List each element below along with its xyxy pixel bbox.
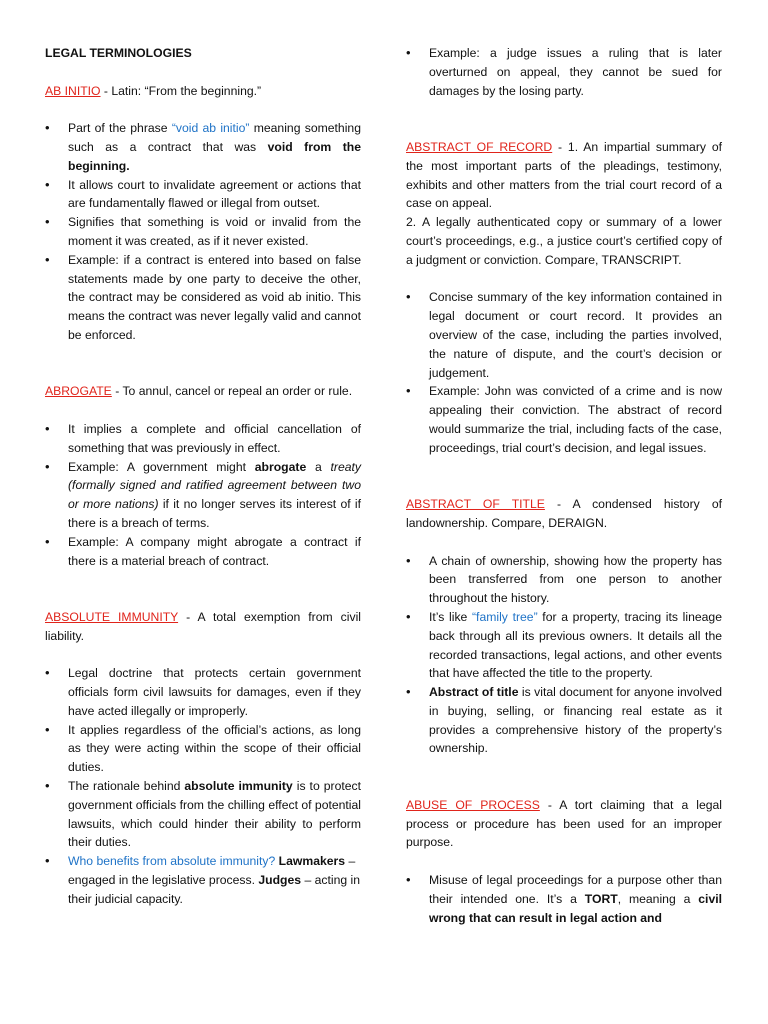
list-item: • Concise summary of the key information contained in legal document or court record. It provides an overview of the case, including the parties involved, the nature of dispute, and the court’s decision or judgement. <box>406 288 722 382</box>
list-item: • The rationale behind absolute immunity is to protect government officials from the chilling effect of potential lawsuits, which could hinder their ability to perform their duties. <box>45 777 361 852</box>
list-item: • Part of the phrase “void ab initio” meaning something such as a contract that was void from the beginning. <box>45 119 361 175</box>
list-item: • Legal doctrine that protects certain government officials form civil lawsuits for damages, even if they have acted illegally or improperly. <box>45 664 361 720</box>
list-item: • Example: A government might abrogate a treaty (formally signed and ratified agreement between two or more nations) if it no longer serves its interest of if there is a breach of terms. <box>45 458 361 533</box>
term-absolute-immunity: ABSOLUTE IMMUNITY <box>45 609 179 624</box>
list-item: • Who benefits from absolute immunity? Lawmakers – engaged in the legislative process. Judges – acting in their judicial capacity. <box>45 852 361 908</box>
ab-initio-list <box>45 119 361 345</box>
abstract-of-record-definition: ABSTRACT OF RECORD - 1. An impartial summary of the most important parts of the pleadings, testimony, exhibits and other matters from the trial court record of a case on appeal. <box>406 139 722 211</box>
list-item: • Example: A company might abrogate a contract if there is a material breach of contract. <box>45 533 361 571</box>
page-title: LEGAL TERMINOLOGIES <box>45 46 192 60</box>
absolute-immunity-list-continued <box>406 44 722 100</box>
abstract-of-record-list <box>406 288 722 457</box>
list-item: • A chain of ownership, showing how the property has been transferred from one person to another throughout the history. <box>406 552 722 608</box>
abstract-of-title-definition: ABSTRACT OF TITLE - A condensed history of landownership. Compare, DERAIGN. <box>406 497 722 530</box>
list-item: • Example: John was convicted of a crime and is now appealing their conviction. The abstract of record would summarize the trial, including facts of the case, proceedings, trial court’s decision, and legal issues. <box>406 382 722 457</box>
list-item: • Signifies that something is void or invalid from the moment it was created, as if it never existed. <box>45 213 361 251</box>
list-item: • It allows court to invalidate agreement or actions that are fundamentally flawed or illegal from outset. <box>45 176 361 214</box>
term-ab-initio: AB INITIO <box>45 83 101 98</box>
term-abuse-of-process: ABUSE OF PROCESS <box>406 797 540 812</box>
abuse-of-process-definition: ABUSE OF PROCESS - A tort claiming that a legal process or procedure has been used for an improper purpose. <box>406 797 722 850</box>
list-item: • Example: if a contract is entered into based on false statements made by one party to deceive the other, the contract may be considered as void ab initio. This means the contract was never legally valid and cannot be enforced. <box>45 251 361 345</box>
absolute-immunity-list <box>45 664 361 908</box>
right-column <box>406 44 722 927</box>
ab-initio-definition: AB INITIO - Latin: “From the beginning.” <box>45 83 262 98</box>
list-item: • It applies regardless of the official’s actions, as long as they were acting within the scope of their official duties. <box>45 721 361 777</box>
absolute-immunity-definition: ABSOLUTE IMMUNITY - A total exemption from civil liability. <box>45 609 361 643</box>
list-item: • It implies a complete and official cancellation of something that was previously in effect. <box>45 420 361 458</box>
term-abstract-of-title: ABSTRACT OF TITLE <box>406 497 545 512</box>
abrogate-list <box>45 420 361 570</box>
term-abstract-of-record: ABSTRACT OF RECORD <box>406 139 553 154</box>
list-item: • Misuse of legal proceedings for a purpose other than their intended one. It’s a TORT, meaning a civil wrong that can result in legal action and <box>406 871 722 927</box>
abstract-of-title-list <box>406 552 722 759</box>
abrogate-definition: ABROGATE - To annul, cancel or repeal an order or rule. <box>45 384 353 399</box>
list-item: • It’s like “family tree” for a property, tracing its lineage back through all its previous owners. It details all the recorded transactions, legal actions, and other events that have affected the title to the property. <box>406 608 722 683</box>
term-abrogate: ABROGATE <box>45 384 112 399</box>
list-item: • Abstract of title is vital document for anyone involved in buying, selling, or financing real estate as it provides a comprehensive history of the property’s ownership. <box>406 683 722 758</box>
left-column <box>45 44 361 909</box>
abuse-of-process-list <box>406 871 722 927</box>
abstract-of-record-definition-2: 2. A legally authenticated copy or summary of a lower court’s proceedings, e.g., a justice court’s certified copy of a judgment or conviction. Compare, TRANSCRIPT. <box>406 215 722 267</box>
list-item: • Example: a judge issues a ruling that is later overturned on appeal, they cannot be sued for damages by the losing party. <box>406 44 722 100</box>
